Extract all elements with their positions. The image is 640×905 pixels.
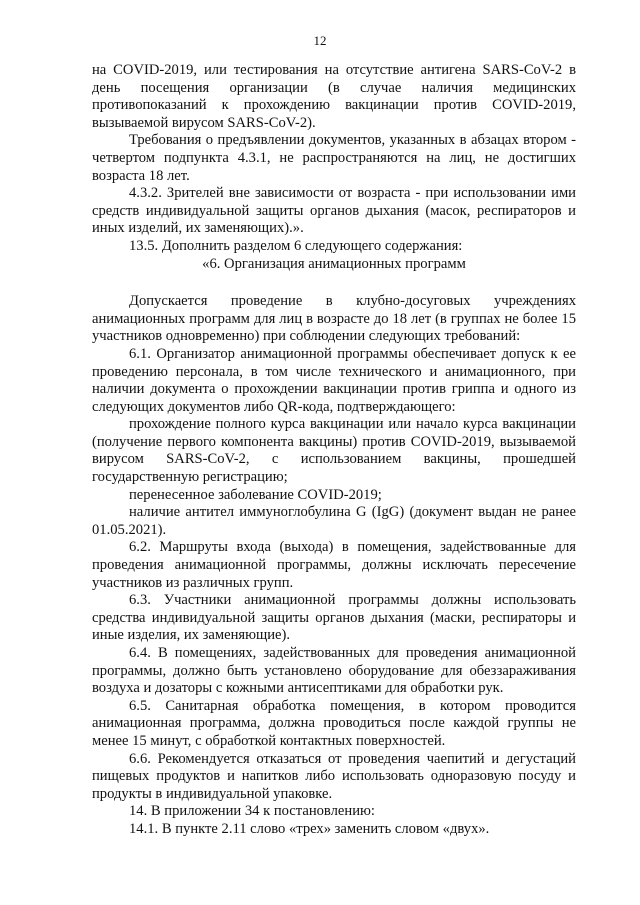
paragraph-vaccination-course: прохождение полного курса вакцинации или начало курса вакцинации (получение первого компонента вакцины) против COVID-2019, вызываемой вирусом SARS-CoV-2, с использованием вакцины, прошедшей государственную регистрацию; [92, 416, 576, 486]
paragraph-14: 14. В приложении 34 к постановлению: [129, 803, 375, 820]
paragraph-6-4: 6.4. В помещениях, задействованных для проведения анимационной программы, должно быть установлено оборудование для обеззараживания воздуха и дозаторы с кожными антисептиками для обработки рук. [92, 645, 576, 697]
paragraph-animation-programs-intro: Допускается проведение в клубно-досуговых учреждениях анимационных программ для лиц в возрасте до 18 лет (в группах не более 15 участников одновременно) при соблюдении следующих требований: [92, 293, 576, 345]
paragraph-document-requirements-exemption: Требования о предъявлении документов, указанных в абзацах втором - четвертом подпункта 4.3.1, не распространяются на лиц, не достигших возраста 18 лет. [92, 132, 576, 184]
paragraph-antibodies: наличие антител иммуноглобулина G (IgG) (документ выдан не ранее 01.05.2021). [92, 504, 576, 538]
paragraph-13-5: 13.5. Дополнить разделом 6 следующего содержания: [129, 237, 463, 254]
section-heading-animation-programs: «6. Организация анимационных программ [202, 255, 466, 272]
paragraph-14-1: 14.1. В пункте 2.11 слово «трех» заменить словом «двух». [129, 820, 490, 837]
paragraph-4-3-2: 4.3.2. Зрителей вне зависимости от возраста - при использовании ими средств индивидуальной защиты органов дыхания (масок, респираторов и иных изделий, их заменяющих).». [92, 185, 576, 237]
document-body [92, 62, 576, 839]
paragraph-6-2: 6.2. Маршруты входа (выхода) в помещения, задействованные для проведения анимационной программы, должны исключать пересечение участников из различных групп. [92, 539, 576, 591]
paragraph-6-1: 6.1. Организатор анимационной программы обеспечивает допуск к ее проведению персонала, в том числе технического и анимационного, при наличии документа о прохождении вакцинации против гриппа и одного из следующих документов либо QR-кода, подтверждающего: [92, 345, 576, 415]
paragraph-6-3: 6.3. Участники анимационной программы должны использовать средства индивидуальной защиты органов дыхания (маски, респираторы и иные изделия, их заменяющие). [92, 592, 576, 644]
paragraph-6-6: 6.6. Рекомендуется отказаться от проведения чаепитий и дегустаций пищевых продуктов и напитков либо использовать одноразовую посуду и продукты в индивидуальной упаковке. [92, 750, 576, 802]
paragraph-6-5: 6.5. Санитарная обработка помещения, в котором проводится анимационная программа, должна проводиться после каждой группы не менее 15 минут, с обработкой контактных поверхностей. [92, 697, 576, 749]
page-number: 12 [313, 33, 327, 48]
paragraph-covid-testing-continuation: на COVID-2019, или тестирования на отсутствие антигена SARS-CoV-2 в день посещения организации (в случае наличия медицинских противопоказаний к прохождению вакцинации против COVID-2019, вызываемой вирусом SARS-CoV-2). [92, 62, 576, 131]
paragraph-recovered: перенесенное заболевание COVID-2019; [129, 486, 382, 503]
